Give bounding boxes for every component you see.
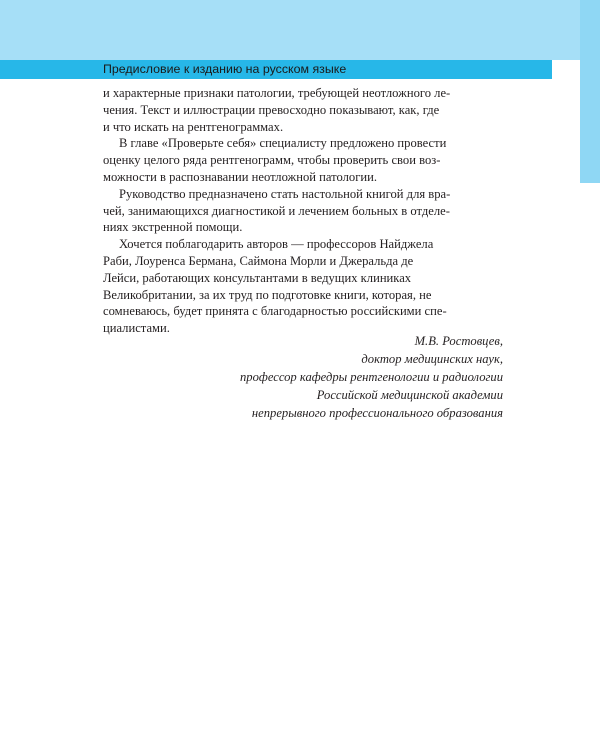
signature-block: [240, 332, 503, 422]
paragraph-2: [103, 135, 499, 185]
paragraph-4: [103, 236, 499, 337]
running-header-title: Предисловие к изданию на русском языке: [103, 62, 347, 76]
signature-position: профессор кафедры рентгенологии и радиологии: [240, 370, 503, 384]
signature-institution: непрерывного профессионального образования: [251, 406, 503, 420]
text-line: Лейси, работающих консультантами в ведущих клиниках: [103, 270, 412, 285]
text-line: Хочется поблагодарить авторов — профессоров Найджела: [119, 237, 434, 252]
text-line: чей, занимающихся диагностикой и лечением больных в отделе-: [103, 203, 450, 218]
text-line: сомневаюсь, будет принята с благодарностью российскими спе-: [103, 304, 447, 319]
body-text: [103, 85, 499, 337]
text-line: В главе «Проверьте себя» специалисту предложено провести: [119, 136, 447, 151]
signature-name: М.В. Ростовцев,: [414, 334, 503, 348]
text-line: можности в распознавании неотложной патологии.: [103, 169, 378, 184]
text-line: оценку целого ряда рентгенограмм, чтобы проверить свои воз-: [103, 153, 441, 168]
text-line: чения. Текст и иллюстрации превосходно показывают, как, где: [103, 102, 440, 117]
paragraph-1: [103, 85, 499, 135]
text-line: и что искать на рентгенограммах.: [103, 119, 284, 134]
text-line: и характерные признаки патологии, требующей неотложного ле-: [103, 86, 451, 100]
text-line: Руководство предназначено стать настольной книгой для вра-: [119, 186, 451, 201]
signature-institution: Российской медицинской академии: [316, 388, 503, 402]
text-line: Раби, Лоуренса Бермана, Саймона Морли и Джеральда де: [103, 253, 414, 268]
signature-degree: доктор медицинских наук,: [361, 352, 503, 366]
top-color-band: [0, 0, 580, 60]
text-line: циалистами.: [103, 321, 170, 336]
text-line: Великобритании, за их труд по подготовке книги, которая, не: [103, 287, 432, 302]
text-line: ниях экстренной помощи.: [103, 220, 243, 235]
side-thumb-tab: [580, 0, 600, 183]
paragraph-3: [103, 186, 499, 236]
